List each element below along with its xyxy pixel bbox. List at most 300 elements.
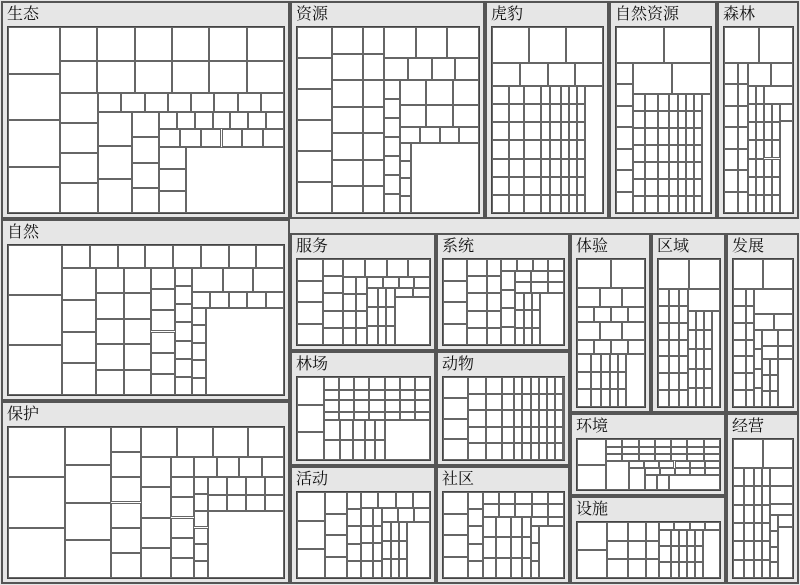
grid-cell	[514, 443, 522, 460]
grid-cell	[555, 394, 563, 411]
grid-cell	[780, 121, 793, 213]
grid-cell	[687, 454, 703, 461]
block-inner	[442, 376, 565, 461]
grid-cell	[492, 86, 509, 104]
grid-cell	[522, 558, 531, 578]
grid-cell	[324, 377, 339, 390]
grid-cell	[606, 461, 629, 490]
grid-cell	[467, 311, 487, 328]
grid-cell	[340, 440, 353, 460]
grid-cell	[426, 105, 452, 127]
grid-cell	[696, 388, 704, 407]
grid-cell	[724, 149, 738, 170]
grid-cell	[658, 179, 669, 196]
grid-cell	[385, 420, 430, 460]
grid-cell	[515, 328, 524, 345]
block-jingying	[726, 413, 799, 584]
grid-cell	[764, 159, 772, 177]
block-label: 活动	[296, 469, 329, 488]
grid-cell	[375, 440, 385, 460]
grid-cell	[669, 340, 679, 357]
grid-cell	[363, 54, 384, 81]
grid-cell	[712, 311, 720, 407]
grid-cell	[616, 63, 633, 84]
grid-cell	[748, 63, 771, 86]
grid-cell	[96, 370, 124, 395]
block-label: 动物	[442, 354, 475, 373]
grid-cell	[555, 377, 563, 394]
grid-cell	[659, 522, 674, 530]
grid-cell	[659, 562, 671, 578]
grid-cell	[386, 326, 395, 345]
grid-cell	[764, 195, 772, 213]
grid-cell	[447, 27, 479, 58]
grid-cell	[443, 514, 468, 536]
grid-cell	[762, 391, 770, 407]
grid-cell	[502, 410, 514, 427]
grid-cell	[324, 412, 339, 420]
grid-cell	[539, 427, 547, 444]
grid-cell	[738, 63, 748, 84]
grid-cell	[738, 106, 748, 127]
grid-cell	[356, 294, 367, 311]
grid-cell	[486, 443, 502, 460]
grid-cell	[65, 465, 111, 503]
grid-cell	[354, 400, 369, 412]
grid-cell	[502, 377, 514, 394]
grid-cell	[633, 179, 645, 196]
grid-cell	[541, 195, 550, 213]
grid-cell	[610, 389, 618, 407]
grid-cell	[733, 259, 763, 289]
grid-cell	[690, 468, 705, 475]
grid-cell	[468, 427, 486, 444]
grid-cell	[748, 177, 756, 195]
grid-cell	[563, 377, 565, 460]
grid-cell	[754, 486, 762, 504]
grid-cell	[297, 281, 323, 303]
grid-cell	[177, 112, 195, 129]
grid-cell	[151, 332, 175, 353]
grid-cell	[373, 508, 382, 526]
grid-cell	[524, 104, 541, 122]
grid-cell	[748, 159, 756, 177]
grid-cell	[763, 259, 793, 289]
grid-cell	[639, 447, 655, 454]
grid-cell	[754, 349, 762, 368]
grid-cell	[440, 127, 460, 143]
grid-cell	[60, 153, 98, 183]
grid-cell	[141, 518, 171, 548]
grid-cell	[339, 400, 354, 412]
grid-cell	[770, 515, 778, 531]
grid-cell	[443, 439, 468, 460]
grid-cell	[618, 354, 626, 372]
grid-cell	[561, 140, 569, 158]
grid-cell	[688, 369, 696, 388]
grid-cell	[744, 486, 754, 504]
grid-cell	[60, 93, 98, 123]
grid-cell	[499, 504, 515, 517]
grid-cell	[382, 508, 398, 522]
grid-cell	[671, 562, 679, 578]
grid-cell	[496, 517, 511, 537]
grid-cell	[524, 140, 541, 158]
grid-cell	[265, 495, 284, 511]
grid-cell	[746, 373, 754, 390]
grid-cell	[733, 306, 746, 323]
grid-cell	[387, 259, 409, 277]
grid-cell	[511, 537, 522, 557]
block-inner	[576, 521, 721, 579]
grid-cell	[658, 94, 669, 111]
grid-cell	[297, 182, 332, 213]
grid-cell	[171, 457, 194, 477]
grid-cell	[297, 89, 332, 120]
grid-cell	[524, 86, 541, 104]
grid-cell	[762, 505, 770, 523]
grid-cell	[242, 129, 263, 147]
grid-cell	[343, 311, 356, 328]
block-huodong	[290, 466, 436, 584]
grid-cell	[770, 547, 778, 563]
grid-cell	[629, 468, 645, 490]
grid-cell	[132, 137, 159, 162]
grid-cell	[515, 504, 531, 517]
grid-cell	[247, 27, 284, 61]
grid-cell	[746, 356, 754, 373]
grid-cell	[704, 447, 720, 454]
grid-cell	[754, 314, 774, 330]
grid-cell	[111, 452, 141, 477]
grid-cell	[639, 454, 655, 461]
grid-cell	[762, 346, 778, 359]
grid-cell	[704, 439, 720, 447]
grid-cell	[738, 149, 748, 170]
grid-cell	[555, 410, 563, 427]
grid-cell	[356, 277, 367, 294]
grid-cell	[62, 332, 96, 364]
grid-cell	[246, 477, 265, 495]
grid-cell	[704, 349, 712, 368]
grid-cell	[764, 122, 772, 140]
grid-cell	[354, 412, 369, 420]
grid-cell	[132, 112, 159, 137]
grid-cell	[577, 140, 585, 158]
grid-cell	[171, 497, 194, 517]
grid-cell	[325, 514, 347, 536]
grid-cell	[223, 268, 254, 292]
grid-cell	[532, 492, 548, 504]
grid-cell	[772, 122, 780, 140]
grid-cell	[385, 400, 400, 412]
grid-cell	[98, 179, 132, 213]
grid-cell	[356, 311, 367, 328]
grid-cell	[704, 454, 720, 461]
block-inner	[296, 491, 431, 579]
grid-cell	[772, 177, 780, 195]
grid-cell	[261, 93, 284, 112]
grid-cell	[400, 377, 415, 390]
grid-cell	[124, 344, 151, 369]
grid-cell	[483, 504, 499, 517]
grid-cell	[8, 345, 62, 395]
grid-cell	[145, 245, 173, 268]
grid-cell	[645, 475, 657, 490]
grid-cell	[343, 294, 356, 311]
grid-cell	[591, 389, 601, 407]
grid-cell	[367, 307, 378, 326]
grid-cell	[8, 27, 60, 74]
block-fuwu	[290, 233, 436, 351]
grid-cell	[8, 120, 60, 167]
grid-cell	[420, 127, 440, 143]
grid-cell	[509, 122, 524, 140]
grid-cell	[192, 308, 206, 325]
grid-cell	[297, 324, 323, 346]
grid-cell	[748, 86, 756, 104]
grid-cell	[529, 27, 566, 63]
grid-cell	[248, 112, 266, 129]
grid-cell	[492, 159, 509, 177]
grid-cell	[531, 561, 539, 578]
block-tiyan	[570, 233, 651, 413]
grid-cell	[762, 523, 770, 541]
grid-cell	[569, 159, 577, 177]
grid-cell	[391, 559, 399, 578]
grid-cell	[266, 112, 284, 129]
grid-cell	[400, 178, 411, 196]
grid-cell	[626, 354, 645, 407]
grid-cell	[517, 259, 533, 271]
grid-cell	[213, 112, 231, 129]
grid-cell	[754, 523, 762, 541]
grid-cell	[733, 523, 744, 541]
grid-cell	[514, 410, 522, 427]
grid-cell	[468, 377, 486, 394]
grid-cell	[524, 328, 532, 345]
grid-cell	[541, 122, 550, 140]
grid-cell	[384, 58, 408, 80]
grid-cell	[354, 377, 369, 390]
grid-cell	[347, 561, 361, 578]
grid-cell	[499, 492, 515, 504]
grid-cell	[759, 27, 794, 63]
grid-cell	[764, 177, 772, 195]
grid-cell	[778, 527, 793, 578]
grid-cell	[633, 162, 645, 179]
grid-cell	[415, 400, 430, 412]
grid-cell	[601, 354, 610, 372]
grid-cell	[724, 84, 738, 105]
grid-cell	[646, 559, 659, 578]
grid-cell	[141, 487, 171, 517]
grid-cell	[744, 505, 754, 523]
grid-cell	[686, 145, 694, 162]
grid-cell	[764, 140, 772, 158]
grid-cell	[600, 288, 623, 307]
grid-cell	[332, 133, 363, 160]
grid-cell	[762, 541, 770, 559]
grid-cell	[738, 192, 748, 213]
grid-cell	[384, 194, 400, 213]
grid-cell	[206, 308, 284, 395]
grid-cell	[340, 420, 353, 440]
grid-cell	[524, 159, 541, 177]
grid-cell	[192, 268, 223, 292]
grid-cell	[443, 324, 467, 346]
grid-cell	[645, 145, 658, 162]
grid-cell	[443, 492, 468, 514]
grid-cell	[669, 111, 678, 128]
grid-cell	[702, 94, 711, 213]
grid-cell	[675, 461, 690, 468]
grid-cell	[514, 394, 522, 411]
grid-cell	[762, 560, 770, 578]
grid-cell	[679, 289, 688, 306]
grid-cell	[524, 122, 541, 140]
block-shengtai	[1, 1, 290, 219]
grid-cell	[65, 540, 111, 578]
grid-cell	[577, 195, 585, 213]
grid-cell	[111, 553, 141, 578]
grid-cell	[671, 439, 687, 447]
grid-cell	[209, 61, 246, 93]
grid-cell	[98, 112, 132, 146]
grid-cell	[770, 359, 778, 375]
grid-cell	[531, 271, 547, 282]
block-label: 服务	[296, 236, 329, 255]
grid-cell	[339, 390, 354, 400]
grid-cell	[633, 196, 645, 213]
grid-cell	[696, 349, 704, 368]
grid-cell	[577, 322, 600, 340]
block-label: 林场	[296, 354, 329, 373]
grid-cell	[159, 147, 186, 169]
block-inner	[491, 26, 604, 214]
grid-cell	[97, 27, 134, 61]
grid-cell	[762, 359, 770, 375]
grid-cell	[8, 295, 62, 345]
grid-cell	[354, 390, 369, 400]
grid-cell	[671, 546, 679, 562]
grid-cell	[373, 561, 382, 579]
grid-cell	[772, 140, 780, 158]
grid-cell	[687, 562, 695, 578]
block-label: 森林	[723, 4, 756, 23]
grid-cell	[262, 457, 285, 477]
grid-cell	[694, 145, 702, 162]
grid-cell	[515, 492, 531, 504]
grid-cell	[763, 439, 793, 468]
grid-cell	[679, 323, 688, 340]
grid-cell	[561, 104, 569, 122]
grid-cell	[132, 188, 159, 213]
grid-cell	[486, 377, 502, 394]
grid-cell	[770, 468, 793, 486]
grid-cell	[324, 390, 339, 400]
block-label: 生态	[7, 4, 40, 23]
grid-cell	[468, 443, 486, 460]
grid-cell	[687, 530, 695, 546]
grid-cell	[675, 468, 690, 475]
grid-cell	[633, 145, 645, 162]
grid-cell	[217, 457, 240, 477]
grid-cell	[343, 277, 356, 294]
grid-cell	[616, 27, 664, 63]
grid-cell	[659, 461, 674, 468]
grid-cell	[687, 546, 695, 562]
grid-cell	[532, 504, 548, 517]
grid-cell	[361, 543, 373, 561]
grid-cell	[515, 271, 531, 282]
grid-cell	[548, 63, 576, 86]
grid-cell	[679, 373, 688, 390]
grid-cell	[323, 276, 343, 293]
grid-cell	[704, 311, 712, 330]
grid-cell	[633, 63, 672, 94]
grid-cell	[561, 177, 569, 195]
grid-cell	[483, 492, 499, 504]
grid-cell	[724, 106, 738, 127]
grid-cell	[213, 427, 249, 457]
block-dongwu	[436, 351, 570, 466]
grid-cell	[356, 328, 367, 345]
grid-cell	[511, 558, 522, 578]
grid-cell	[453, 105, 479, 127]
grid-cell	[384, 99, 400, 118]
grid-cell	[501, 327, 515, 346]
grid-cell	[688, 289, 720, 311]
grid-cell	[514, 427, 522, 444]
grid-cell	[192, 378, 206, 395]
grid-cell	[772, 159, 780, 177]
block-label: 体验	[576, 236, 609, 255]
grid-cell	[509, 86, 524, 104]
grid-cell	[746, 306, 754, 323]
grid-cell	[385, 412, 400, 420]
grid-cell	[177, 427, 213, 457]
grid-cell	[265, 477, 284, 495]
grid-cell	[522, 443, 531, 460]
grid-cell	[501, 259, 517, 271]
grid-cell	[694, 128, 702, 145]
grid-cell	[569, 195, 577, 213]
grid-cell	[248, 427, 284, 457]
grid-cell	[332, 107, 363, 134]
grid-cell	[332, 27, 363, 54]
grid-cell	[622, 454, 638, 461]
grid-cell	[324, 420, 340, 440]
grid-cell	[62, 245, 90, 268]
grid-cell	[145, 93, 168, 112]
grid-cell	[443, 398, 468, 419]
grid-cell	[658, 162, 669, 179]
grid-cell	[694, 162, 702, 179]
grid-cell	[230, 112, 248, 129]
grid-cell	[400, 161, 411, 179]
grid-cell	[686, 179, 694, 196]
grid-cell	[550, 104, 561, 122]
grid-cell	[90, 245, 118, 268]
grid-cell	[413, 288, 431, 297]
grid-cell	[541, 159, 550, 177]
grid-cell	[539, 410, 547, 427]
grid-cell	[531, 377, 539, 394]
grid-cell	[361, 492, 378, 508]
grid-cell	[514, 377, 522, 394]
grid-cell	[607, 522, 628, 541]
